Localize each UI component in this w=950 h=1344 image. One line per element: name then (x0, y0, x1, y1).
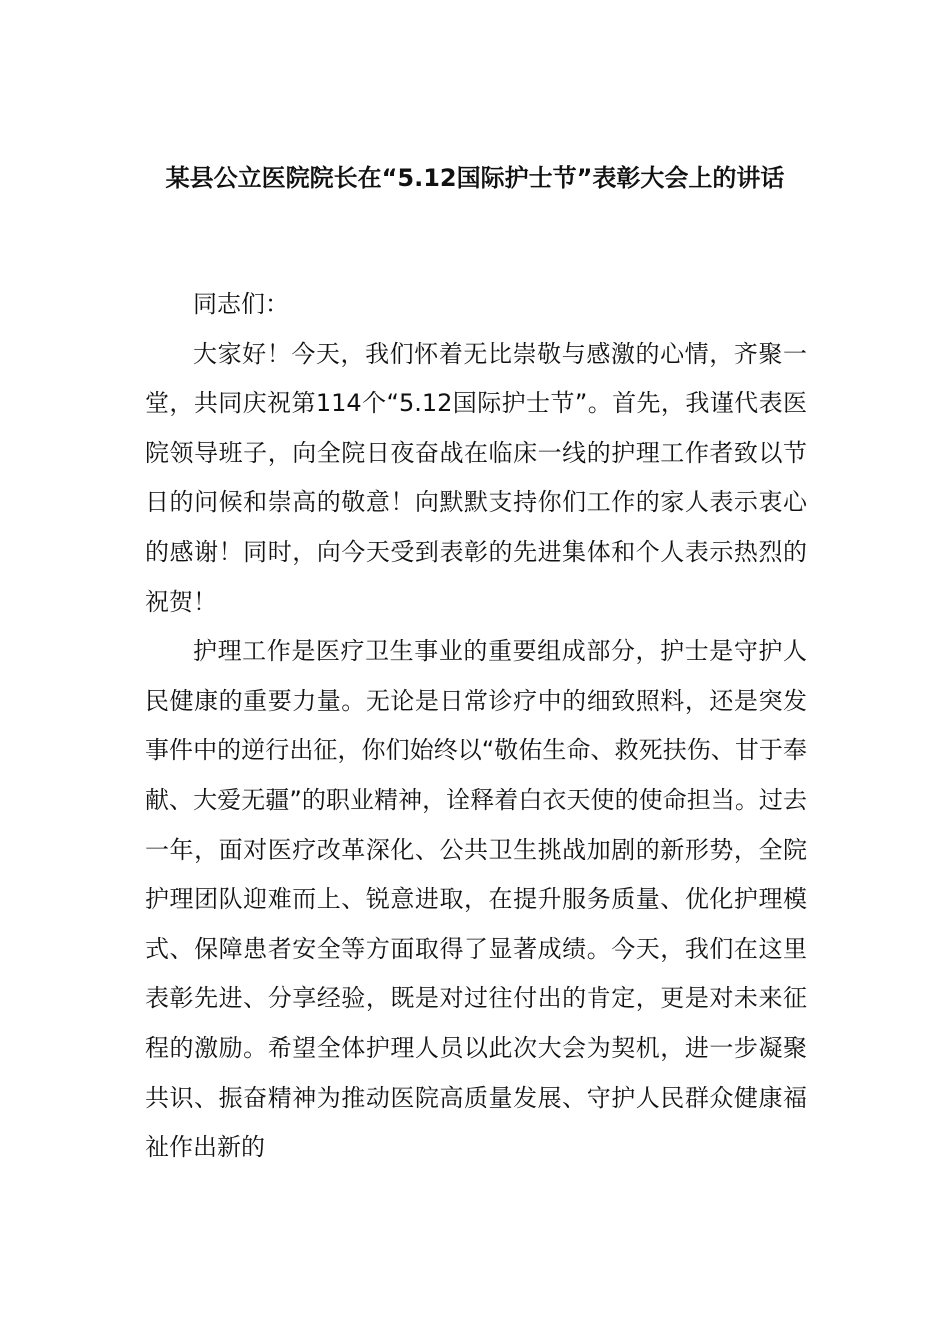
speech-body (145, 280, 807, 1173)
salutation: 同志们： (193, 290, 289, 318)
paragraph-2: 护理工作是医疗卫生事业的重要组成部分，护士是守护人民健康的重要力量。无论是日常诊疗中的细致照料，还是突发事件中的逆行出征，你们始终以“敬佑生命、救死扶伤、甘于奉献、大爱无疆”的职业精神，诠释着白衣天使的使命担当。过去一年，面对医疗改革深化、公共卫生挑战加剧的新形势，全院护理团队迎难而上、锐意进取，在提升服务质量、优化护理模式、保障患者安全等方面取得了显著成绩。今天，我们在这里表彰先进、分享经验，既是对过往付出的肯定，更是对未来征程的激励。希望全体护理人员以此次大会为契机，进一步凝聚共识、振奋精神为推动医院高质量发展、守护人民群众健康福祉作出新的 (145, 637, 807, 1162)
page-title: 某县公立医院院长在“5.12国际护士节”表彰大会上的讲话 (165, 164, 785, 192)
paragraph-1: 大家好！今天，我们怀着无比崇敬与感激的心情，齐聚一堂，共同庆祝第114个“5.12国际护士节”。首先，我谨代表医院领导班子，向全院日夜奋战在临床一线的护理工作者致以节日的问候和崇高的敬意！向默默支持你们工作的家人表示衷心的感谢！同时，向今天受到表彰的先进集体和个人表示热烈的祝贺！ (145, 339, 807, 616)
